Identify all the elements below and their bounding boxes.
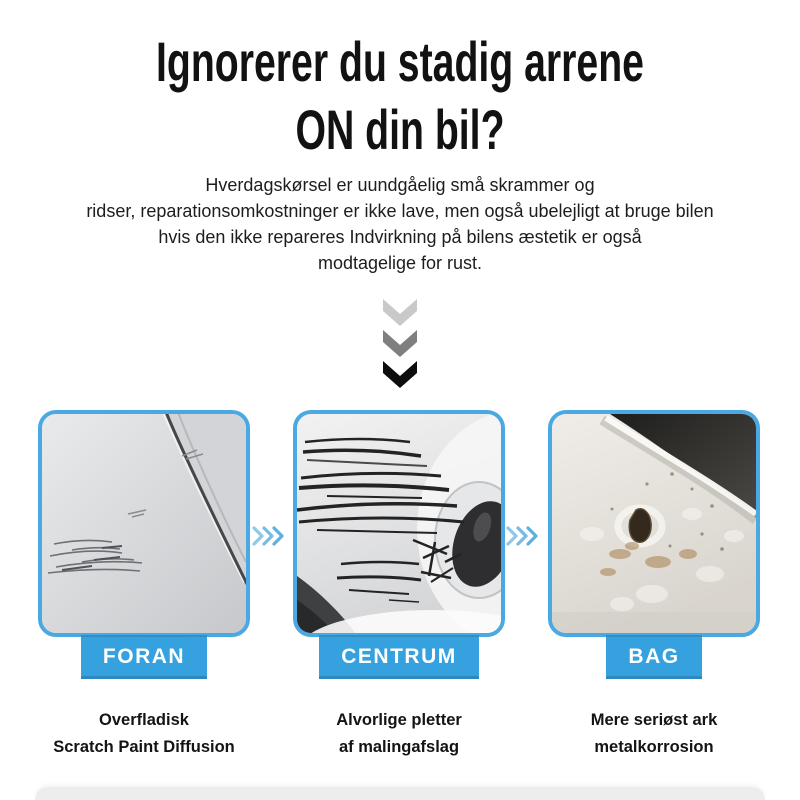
intro-line-1: Hverdagskørsel er uundgåelig små skrammer og [205, 175, 595, 195]
bottom-card-edge [35, 787, 765, 800]
caption-rear-line-1: Mere seriøst ark [590, 711, 718, 729]
caption-center-line-2: af malingafslag [338, 738, 460, 756]
photo-bumper-paint-peeling [293, 410, 505, 637]
title-line-1: Ignorerer du stadig arrene [156, 30, 644, 93]
panel-center [293, 410, 505, 761]
caption-front [53, 707, 235, 761]
panel-label-rear: BAG [606, 635, 701, 679]
photo-front-fender-scratches [38, 410, 250, 637]
caption-rear [591, 707, 718, 761]
intro-line-2: ridser, reparationsomkostninger er ikke lave, men også ubelejligt at bruge bilen [86, 201, 714, 221]
caption-front-line-1: Overfladisk [99, 711, 189, 729]
panel-front [38, 410, 250, 761]
right-chevrons-icon-1 [251, 525, 285, 547]
caption-rear-line-2: metalkorrosion [594, 738, 714, 756]
panel-rear [548, 410, 760, 761]
caption-front-line-2: Scratch Paint Diffusion [53, 738, 235, 756]
panel-label-center: CENTRUM [319, 635, 479, 679]
title-line-2: ON din bil? [295, 98, 505, 161]
caption-center [336, 707, 462, 761]
main-title [0, 28, 800, 164]
caption-center-line-1: Alvorlige pletter [336, 711, 462, 729]
right-chevrons-icon-2 [505, 525, 539, 547]
intro-line-3: hvis den ikke repareres Indvirkning på bilens æstetik er også [158, 227, 642, 247]
panel-label-front: FORAN [81, 635, 207, 679]
intro-paragraph [0, 172, 800, 276]
photo-metal-corrosion [548, 410, 760, 637]
intro-line-4: modtagelige for rust. [317, 253, 483, 273]
down-chevrons-icon [381, 299, 419, 391]
